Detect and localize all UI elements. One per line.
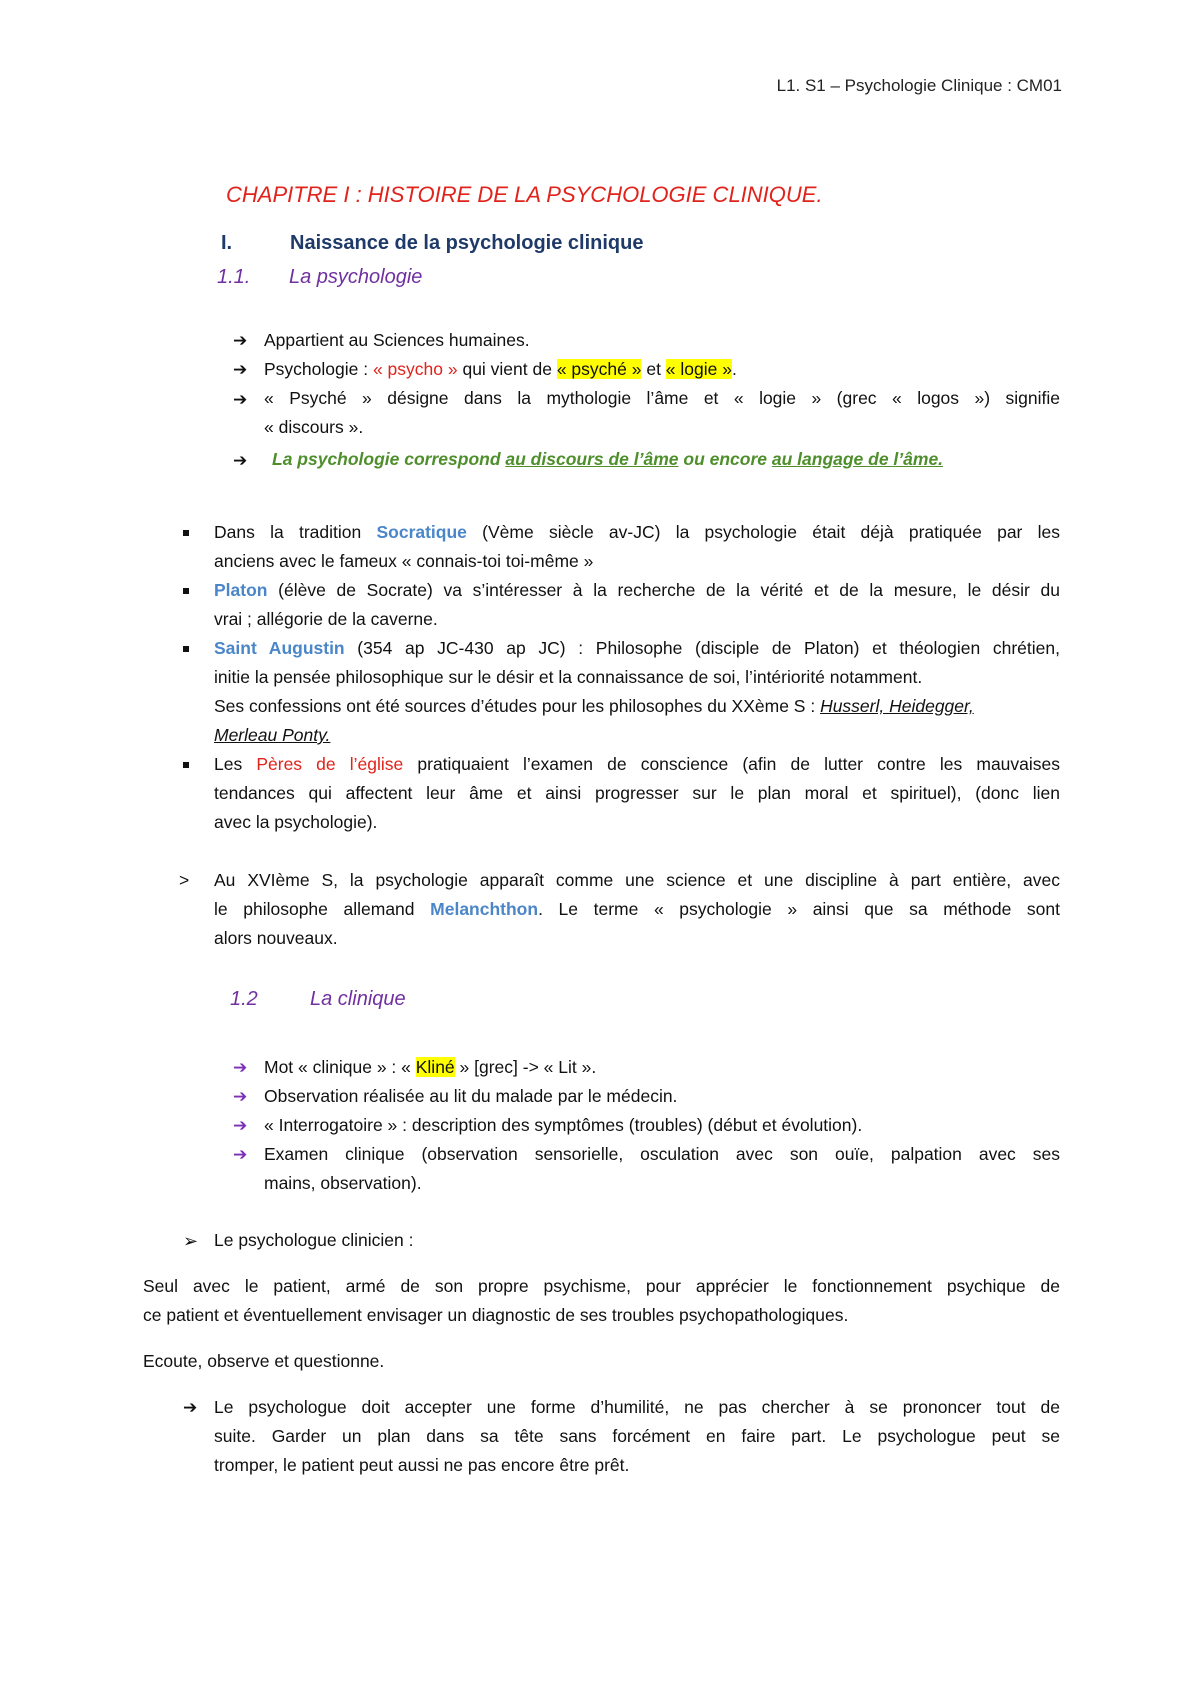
list-item: « Interrogatoire » : description des symptômes (troubles) (début et évolution).: [264, 1115, 863, 1135]
section-title: Naissance de la psychologie clinique: [290, 232, 644, 254]
list-item: Appartient au Sciences humaines.: [264, 330, 530, 350]
subsection-title: La psychologie: [289, 266, 423, 288]
list-item-continuation: « discours ».: [264, 417, 364, 437]
square-bullet-icon: [183, 530, 189, 536]
name-melanchthon: Melanchthon: [430, 899, 539, 919]
list-item: Les Pères de l’église pratiquaient l’examen de conscience (afin de lutter contre les mauvaises: [214, 754, 1061, 774]
highlight-logie: « logie »: [665, 359, 732, 379]
list-item-continuation: mains, observation).: [264, 1173, 422, 1193]
term-peres-eglise: Pères de l’église: [256, 754, 404, 774]
arrow-right-icon: ➔: [233, 1116, 248, 1135]
section-number: I.: [221, 232, 233, 254]
arrow-right-icon: ➔: [233, 360, 248, 379]
page-header: L1. S1 – Psychologie Clinique : CM01: [776, 76, 1062, 95]
name-socratique: Socratique: [376, 522, 467, 542]
list-item-continuation: avec la psychologie).: [214, 812, 378, 832]
paragraph-line: Ecoute, observe et questionne.: [143, 1351, 385, 1371]
list-item: Platon (élève de Socrate) va s’intéresser à la recherche de la vérité et de la mesure, le désir du: [214, 580, 1060, 600]
arrow-right-icon: ➔: [233, 1087, 248, 1106]
list-item-continuation: initie la pensée philosophique sur le désir et la connaissance de soi, l’intériorité notamment.: [214, 667, 923, 687]
square-bullet-icon: [183, 646, 189, 652]
arrow-right-icon: ➔: [233, 1058, 248, 1077]
paragraph-line: le philosophe allemand Melanchthon. Le terme « psychologie » ainsi que sa méthode sont: [214, 899, 1060, 919]
subsection-number: 1.1.: [217, 266, 251, 288]
arrow-right-icon: ➔: [233, 390, 248, 409]
list-item: Saint Augustin (354 ap JC-430 ap JC) : Philosophe (disciple de Platon) et théologien chrétien,: [214, 638, 1060, 658]
chapter-title: CHAPITRE I : HISTOIRE DE LA PSYCHOLOGIE CLINIQUE.: [226, 182, 823, 207]
clinician-heading: Le psychologue clinicien :: [214, 1230, 414, 1250]
square-bullet-icon: [183, 762, 189, 768]
subsection-number: 1.2: [230, 988, 258, 1010]
highlight-psyche: « psyché »: [556, 359, 642, 379]
section-heading: [221, 232, 232, 255]
arrow-right-icon: ➔: [183, 1398, 198, 1417]
arrow-right-icon: ➔: [233, 1145, 248, 1164]
paragraph-line: suite. Garder un plan dans sa tête sans forcément en faire part. Le psychologue peut se: [214, 1426, 1060, 1446]
chevron-right-icon: >: [179, 870, 190, 890]
list-item-continuation: tendances qui affectent leur âme et ainsi progresser sur le plan moral et spirituel), (donc lien: [214, 783, 1060, 803]
list-item: Observation réalisée au lit du malade par le médecin.: [264, 1086, 678, 1106]
list-item: « Psyché » désigne dans la mythologie l’âme et « logie » (grec « logos ») signifie: [264, 388, 1060, 408]
subsection-title: La clinique: [310, 988, 406, 1010]
list-item: Examen clinique (observation sensorielle, osculation avec son ouïe, palpation avec ses: [264, 1144, 1060, 1164]
list-item: Mot « clinique » : « Kliné » [grec] -> « Lit ».: [264, 1057, 597, 1077]
subsection-heading-1-2: [230, 988, 258, 1011]
list-item-continuation: vrai ; allégorie de la caverne.: [214, 609, 438, 629]
highline-kline: Kliné: [415, 1057, 455, 1077]
list-item-continuation: Ses confessions ont été sources d’études pour les philosophes du XXème S : Husserl, Heidegger,: [214, 696, 974, 716]
arrow-right-icon: ➔: [233, 451, 248, 470]
paragraph-line: Seul avec le patient, armé de son propre psychisme, pour apprécier le fonctionnement psychique de: [143, 1276, 1060, 1296]
name-saint-augustin: Saint Augustin: [214, 638, 345, 658]
term-psycho: « psycho »: [372, 359, 458, 379]
list-item-continuation: anciens avec le fameux « connais-toi toi-même »: [214, 551, 594, 571]
paragraph-line: tromper, le patient peut aussi ne pas encore être prêt.: [214, 1455, 630, 1475]
paragraph-line: alors nouveaux.: [214, 928, 338, 948]
square-bullet-icon: [183, 588, 189, 594]
paragraph-line: Le psychologue doit accepter une forme d’humilité, ne pas chercher à se prononcer tout de: [214, 1397, 1060, 1417]
arrow-right-icon: ➔: [233, 331, 248, 350]
subsection-heading-1-1: [217, 266, 250, 289]
conclusion-line: La psychologie correspond au discours de l’âme ou encore au langage de l’âme.: [272, 449, 944, 469]
paragraph-line: Au XVIème S, la psychologie apparaît comme une science et une discipline à part entière, avec: [214, 870, 1060, 890]
list-item: Psychologie : « psycho » qui vient de « psyché » et « logie ».: [264, 359, 737, 379]
paragraph-line: ce patient et éventuellement envisager un diagnostic de ses troubles psychopathologiques.: [143, 1305, 849, 1325]
philosophers-names: Husserl, Heidegger,: [820, 696, 974, 716]
chevron-right-icon: ➢: [183, 1231, 199, 1251]
list-item: Dans la tradition Socratique (Vème siècle av-JC) la psychologie était déjà pratiquée par les: [214, 522, 1060, 542]
list-item-continuation: Merleau Ponty.: [214, 725, 331, 745]
name-platon: Platon: [214, 580, 268, 600]
